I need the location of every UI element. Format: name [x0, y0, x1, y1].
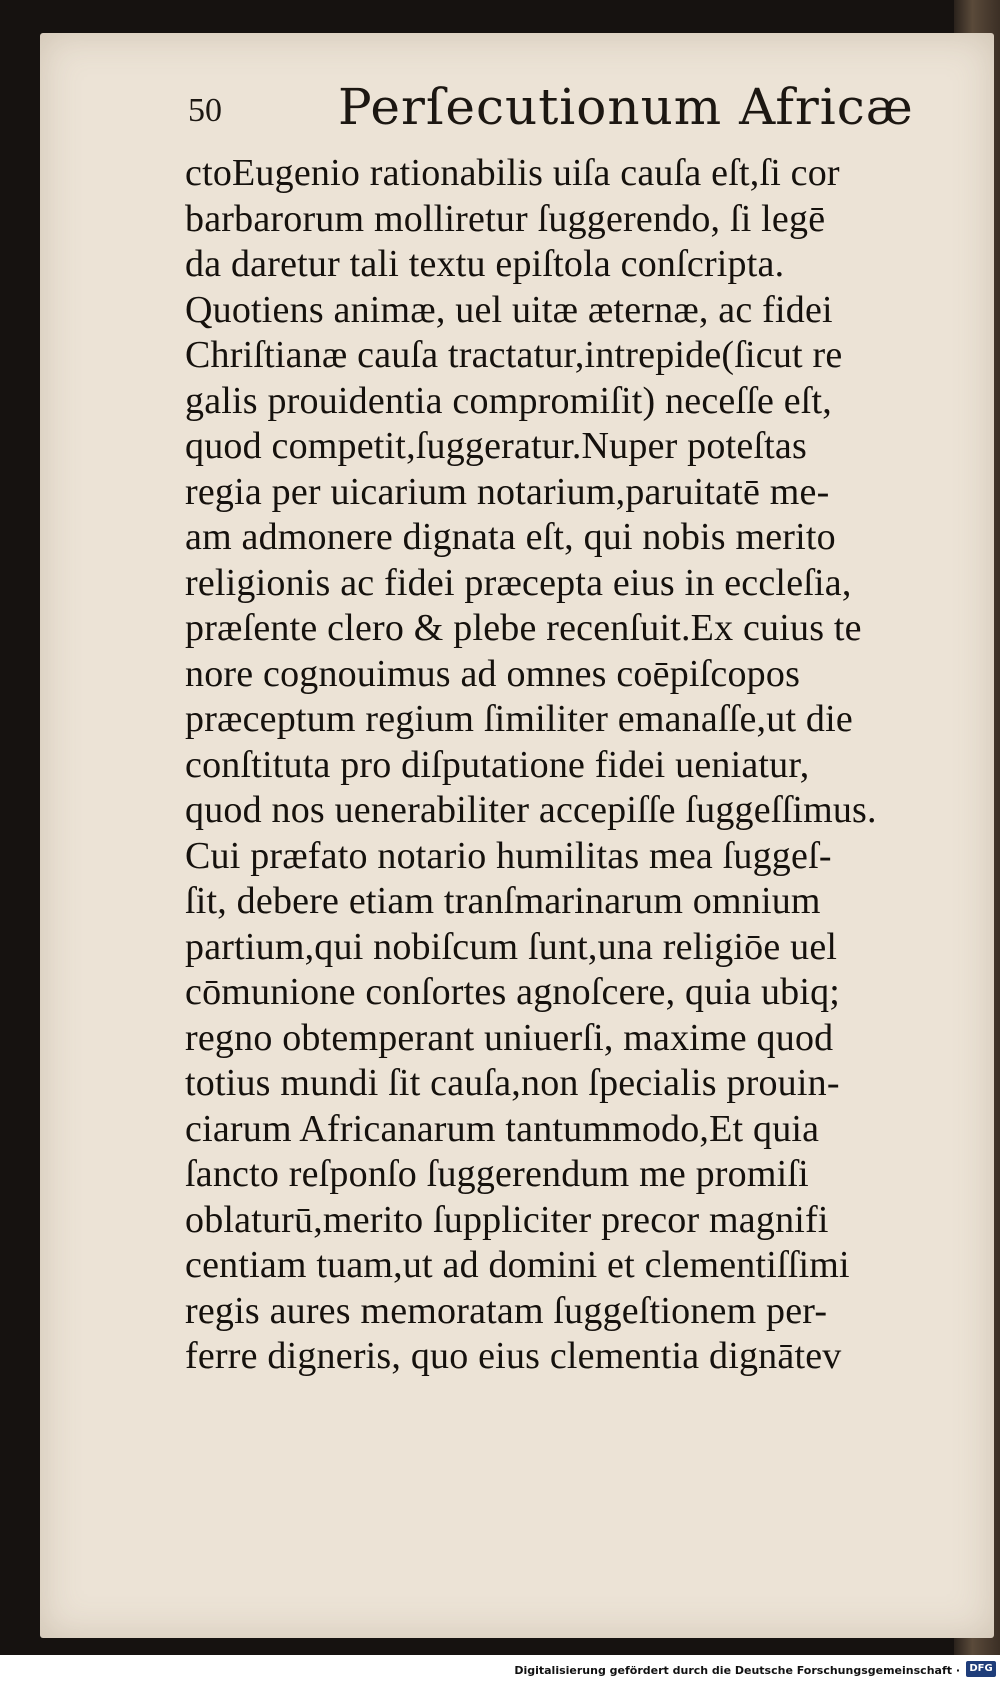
text-line: Chriſtianæ cauſa tractatur,intrepide(ſicut re [185, 334, 843, 376]
text-line: quod nos uenerabiliter accepiſſe ſuggeſſimus. [185, 789, 877, 831]
text-line: ferre digneris, quo eius clementia dignātev [185, 1335, 842, 1377]
page-content [40, 33, 994, 1638]
text-line: præceptum regium ſimiliter emanaſſe,ut die [185, 698, 853, 740]
text-line: barbarorum molliretur ſuggerendo, ſi legē [185, 197, 826, 240]
funding-credit: Digitalisierung gefördert durch die Deutsche Forschungsgemeinschaft · [514, 1664, 960, 1677]
text-line: da daretur tali textu epiſtola conſcripta. [185, 243, 785, 285]
text-line: oblaturū,merito ſuppliciter precor magnifi [185, 1198, 829, 1241]
text-line: regno obtemperant uniuerſi, maxime quod [185, 1016, 834, 1059]
text-line: religionis ac fidei præcepta eius in eccleſia, [185, 561, 852, 604]
text-line: ctoEugenio rationabilis uiſa cauſa eſt,ſi cor [185, 152, 840, 194]
page-header [188, 78, 914, 158]
text-line: totius mundi ſit cauſa,non ſpecialis prouin- [185, 1062, 840, 1104]
body-text [185, 151, 970, 1421]
text-line: quod competit,ſuggeratur.Nuper poteſtas [185, 425, 807, 467]
text-line: partium,qui nobiſcum ſunt,una religiōe uel [185, 925, 838, 968]
text-line: conſtituta pro diſputatione fidei ueniatur, [185, 743, 810, 786]
footer-bar [0, 1655, 1000, 1689]
dfg-logo-icon: DFG [966, 1661, 996, 1677]
page-number: 50 [188, 92, 222, 129]
text-line: Cui præfato notario humilitas mea ſuggeſ- [185, 834, 832, 877]
text-line: nore cognouimus ad omnes coēpiſcopos [185, 652, 801, 695]
text-line: ſancto reſponſo ſuggerendum me promiſi [185, 1153, 809, 1195]
running-title: Perſecutionum Africæ [338, 78, 914, 136]
text-line: ſit, debere etiam tranſmarinarum omnium [185, 880, 821, 922]
text-line: Quotiens animæ, uel uitæ æternæ, ac fidei [185, 288, 833, 331]
text-line: regia per uicarium notarium,paruitatē me- [185, 470, 830, 513]
text-line: ciarum Africanarum tantummodo,Et quia [185, 1107, 820, 1150]
text-line: am admonere dignata eſt, qui nobis merito [185, 516, 836, 558]
text-line: regis aures memoratam ſuggeſtionem per- [185, 1289, 828, 1332]
text-line: centiam tuam,ut ad domini et clementiſſimi [185, 1244, 850, 1286]
book-page [40, 33, 994, 1638]
text-line: cōmunione conſortes agnoſcere, quia ubiq; [185, 971, 841, 1013]
text-line: galis prouidentia compromiſit) neceſſe eſt, [185, 379, 833, 422]
text-line: præſente clero & plebe recenſuit.Ex cuius te [185, 607, 862, 649]
